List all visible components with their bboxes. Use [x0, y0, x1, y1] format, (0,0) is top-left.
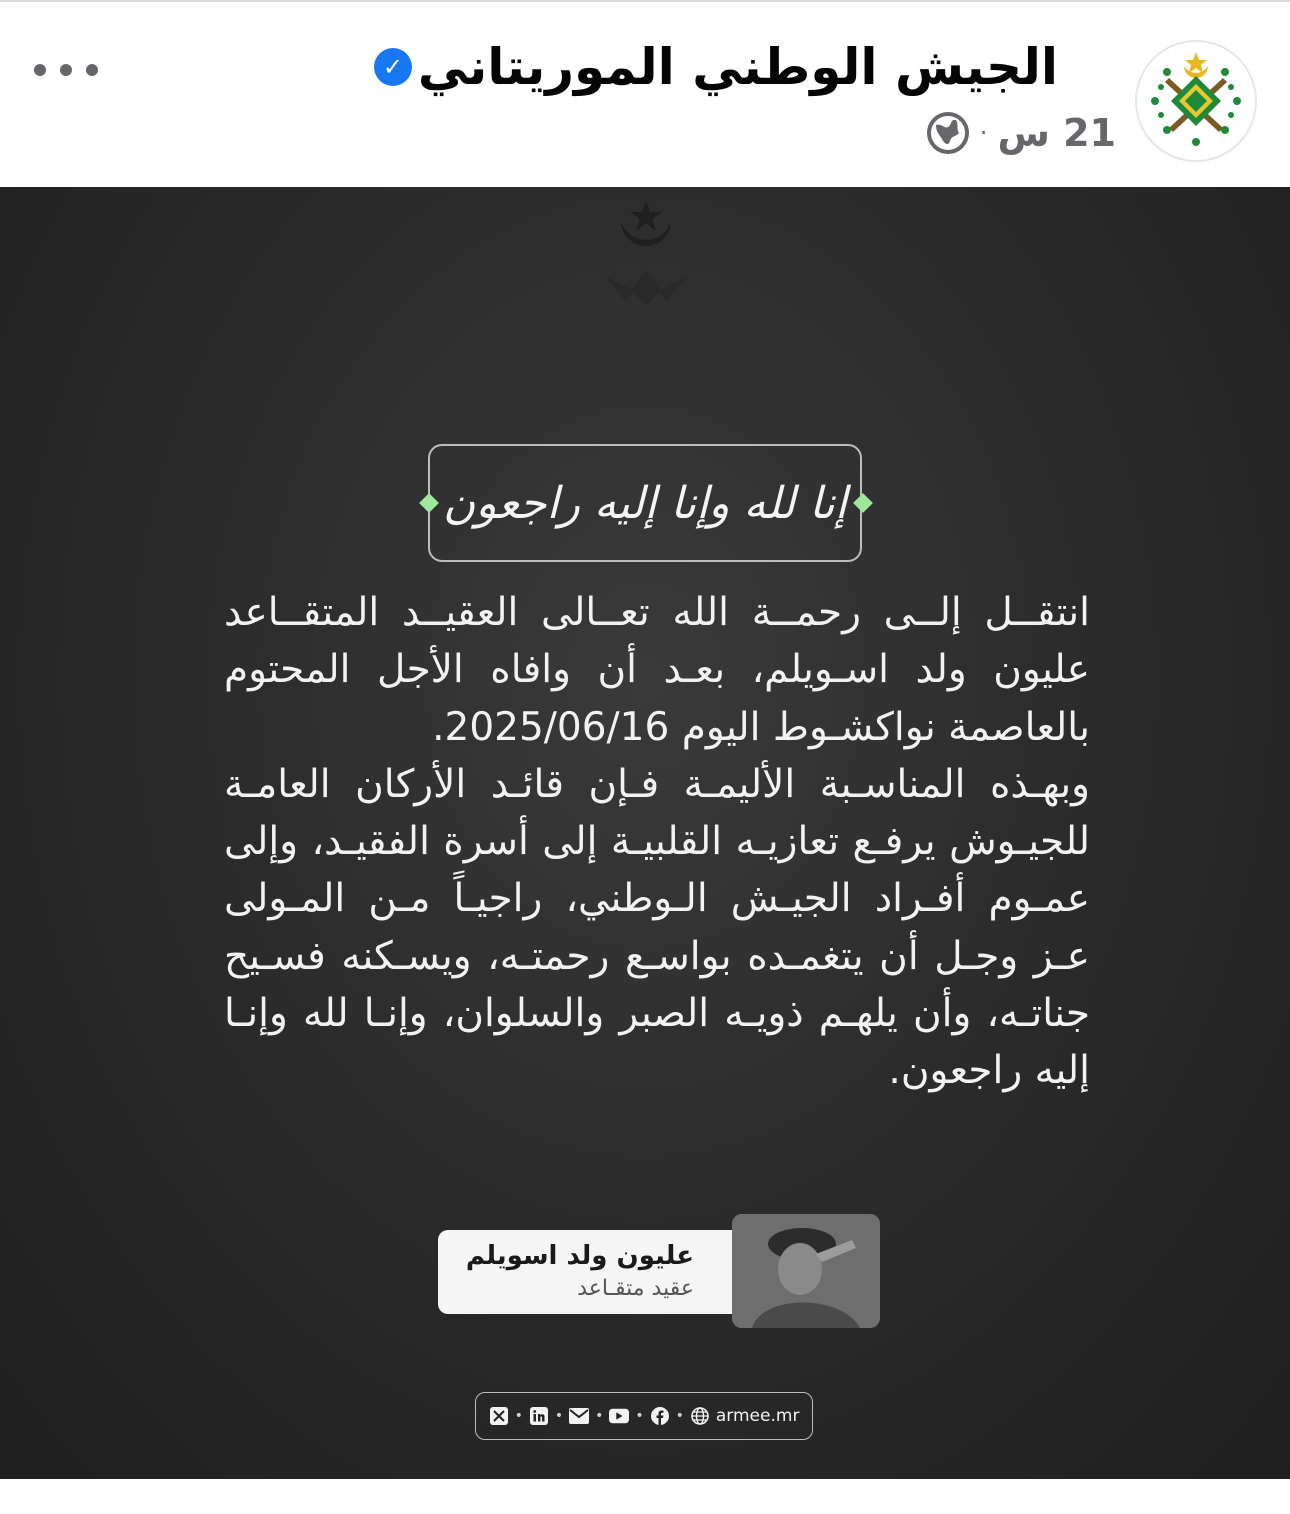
deceased-name-card — [438, 1230, 738, 1314]
verified-badge-icon: ✓ — [374, 48, 412, 86]
separator-dot: • — [675, 1408, 684, 1424]
deceased-photo — [732, 1214, 880, 1328]
condolence-paragraph-1: انتقــل إلــى رحمــة الله تعــالى العقيــد المتقــاعد عليون ولد اسـويلم، بعـد أن وافاه الأجل المحتوم بالعاصمة نواكشـوط اليوم 2025/06/16. — [224, 590, 1090, 750]
condolence-text — [224, 584, 1090, 1100]
page-name-link[interactable] — [374, 32, 1058, 102]
army-emblem-logo — [1137, 42, 1255, 160]
post-header — [0, 2, 1290, 187]
social-links-bar — [475, 1392, 813, 1440]
more-options-icon[interactable] — [34, 54, 98, 86]
separator-dot: • — [635, 1408, 644, 1424]
deceased-name: عليون ولد اسويلم — [465, 1241, 694, 1271]
post-image[interactable] — [0, 187, 1290, 1479]
separator-dot: • — [514, 1408, 523, 1424]
post-time[interactable]: 21 س — [997, 111, 1116, 155]
facebook-icon[interactable] — [650, 1406, 670, 1426]
x-icon[interactable] — [489, 1406, 509, 1426]
youtube-icon[interactable] — [609, 1406, 629, 1426]
calligraphy-frame — [428, 444, 862, 562]
globe-icon[interactable] — [926, 111, 970, 155]
condolence-paragraph-2: وبهـذه المناسـبة الأليمـة فـإن قائـد الأركان العامـة للجيـوش يرفـع تعازيـه القلبيـة إلى أسرة الفقيـد، وإلى عمـوم أفـراد الجيـش الـوطني، راجيـاً مـن المـولى عـز وجـل أن يتغمـده بواسـع رحمتـه، ويسـكنه فسـيح جناتـه، وأن يلهـم ذويـه الصبر والسلوان، وإنـا لله وإنـا إليه راجعون. — [224, 761, 1090, 1094]
army-emblem-watermark — [585, 191, 707, 311]
page-avatar[interactable] — [1135, 40, 1257, 162]
page-name[interactable]: الجيش الوطني الموريتاني — [417, 38, 1058, 96]
separator-dot: • — [595, 1408, 604, 1424]
meta-separator: · — [979, 119, 988, 147]
post-meta — [926, 110, 1116, 156]
website-link[interactable]: armee.mr — [715, 1406, 800, 1426]
globe-icon[interactable] — [690, 1406, 710, 1426]
separator-dot: • — [554, 1408, 564, 1424]
deceased-rank: عقيد متقـاعد — [577, 1276, 694, 1301]
calligraphy-text: إنا لله وإنا إليه راجعون — [443, 477, 847, 529]
linkedin-icon[interactable] — [529, 1406, 549, 1426]
mail-icon[interactable] — [569, 1406, 589, 1426]
post-footer-spacer — [0, 1479, 1290, 1514]
